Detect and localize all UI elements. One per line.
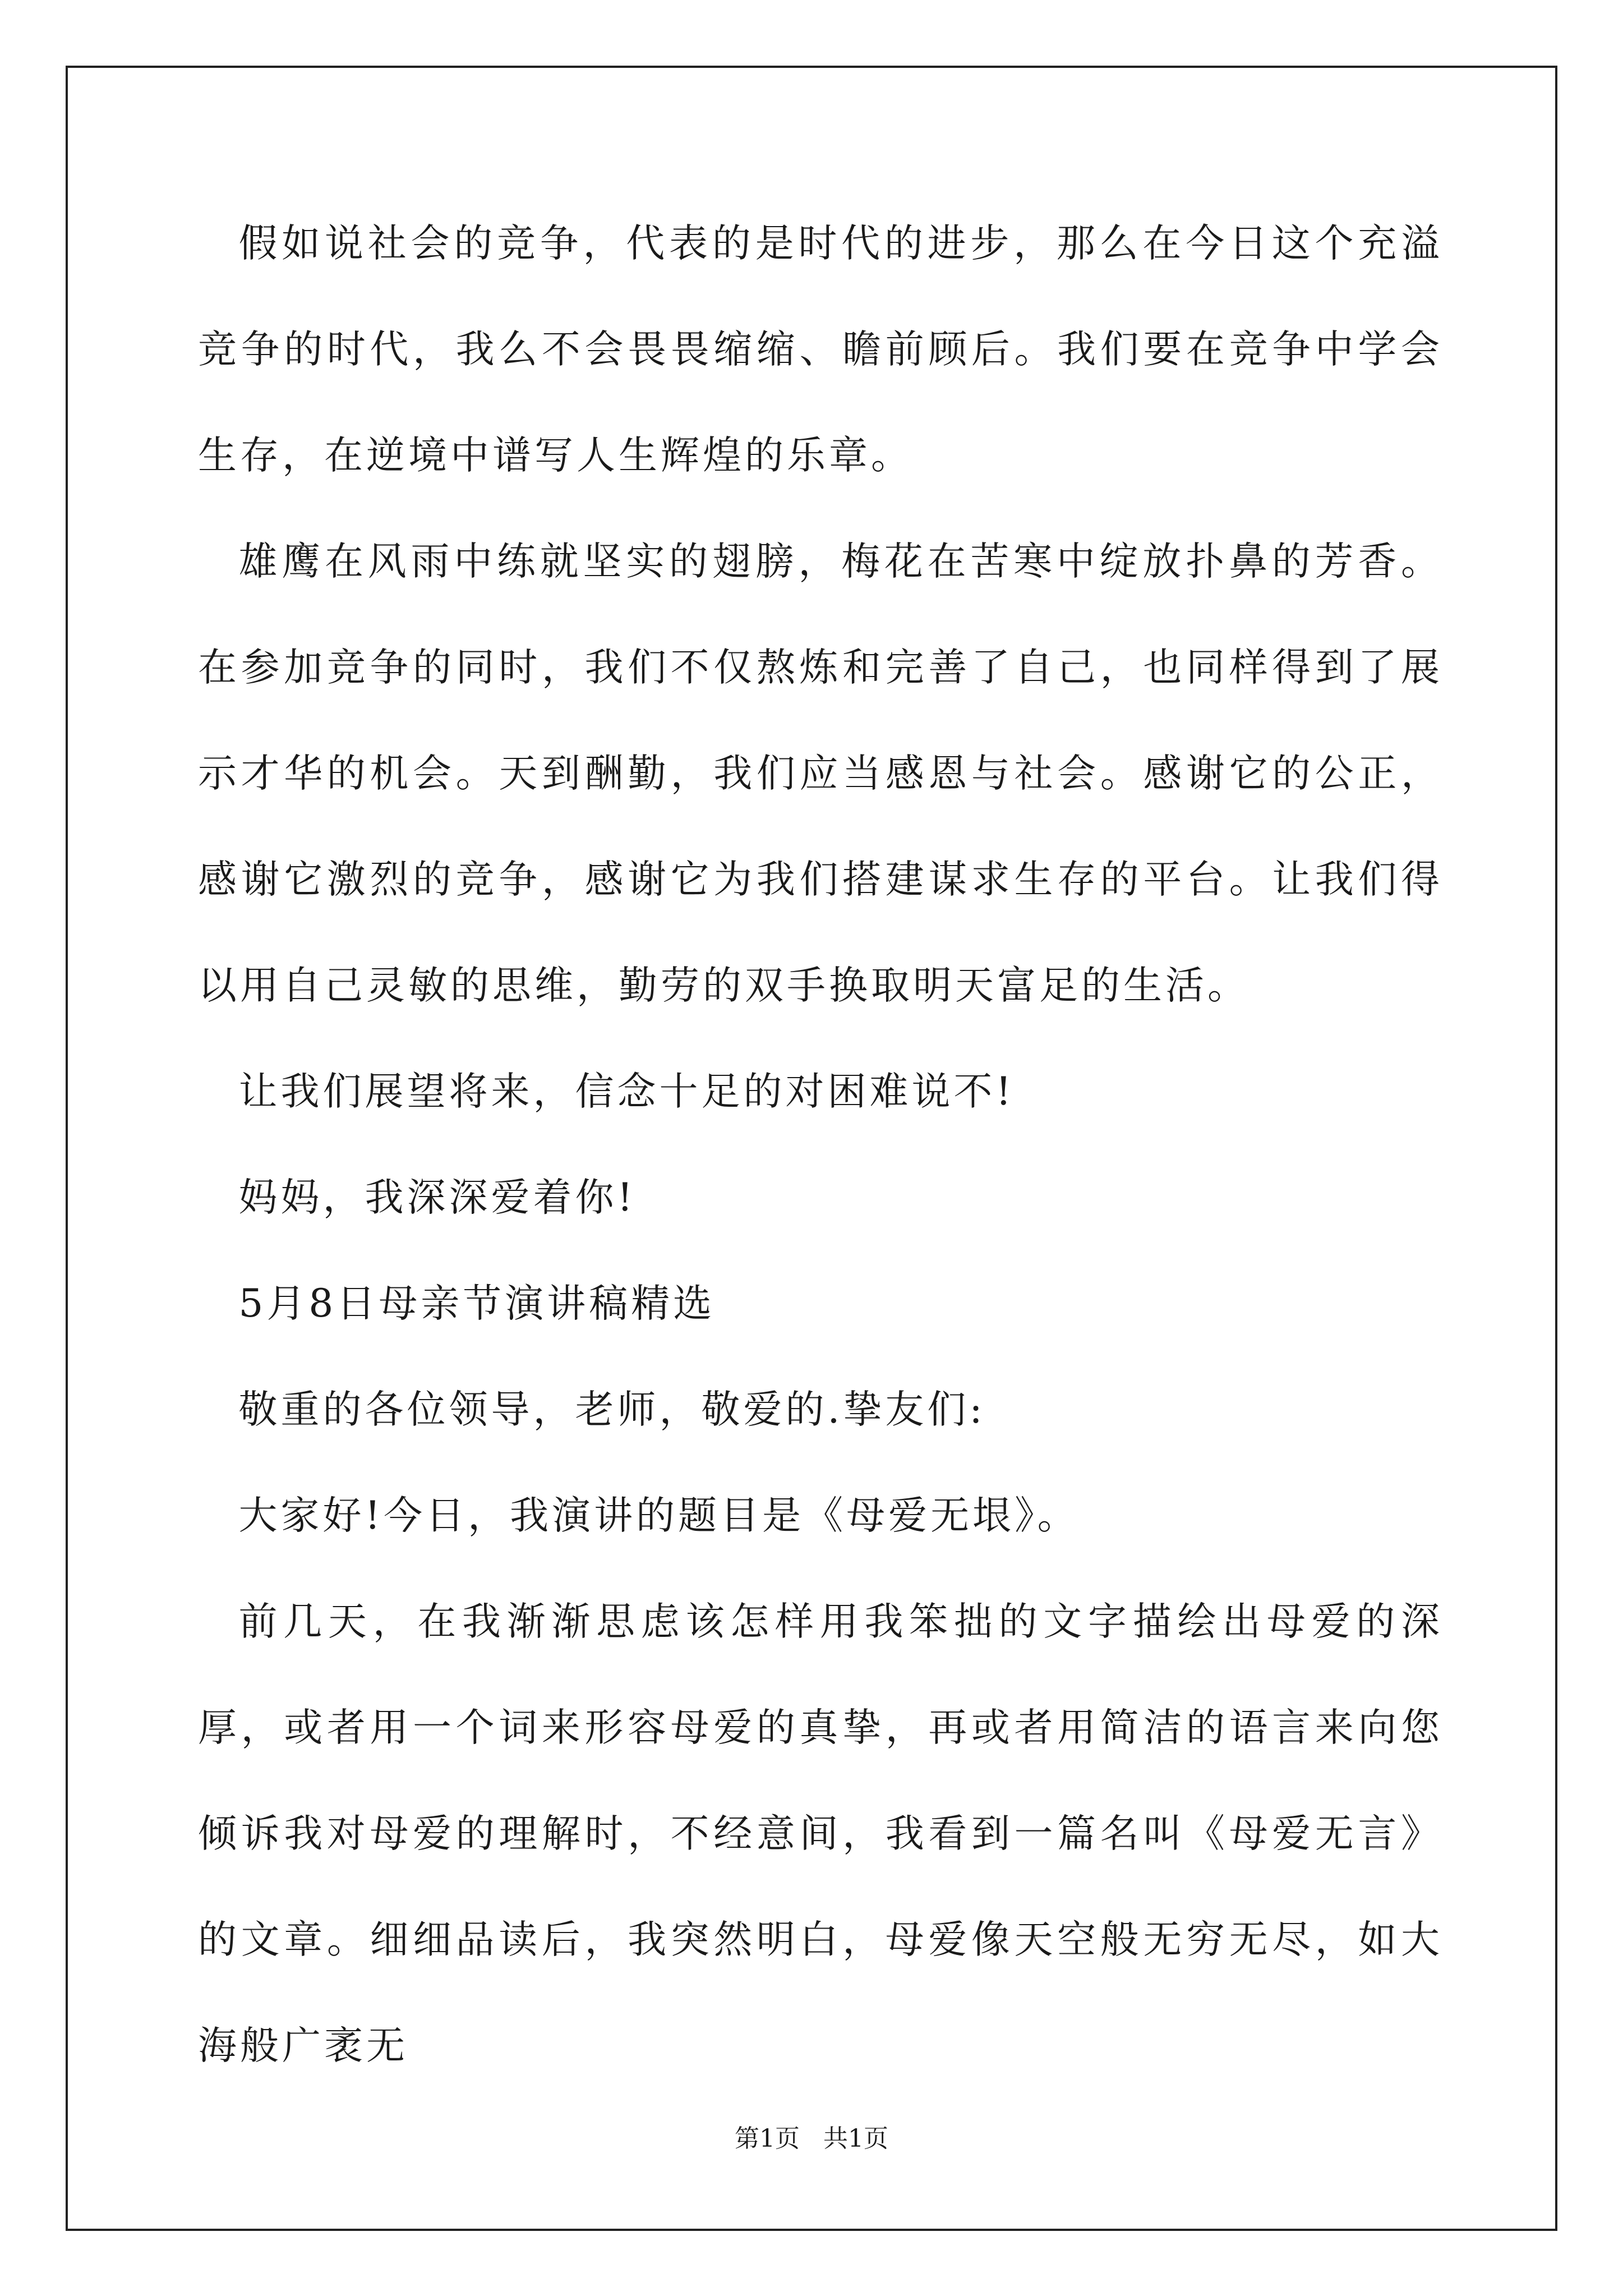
paragraph-3: 让我们展望将来，信念十足的对困难说不! bbox=[238, 1069, 1015, 1114]
paragraph-2: 雄鹰在风雨中练就坚实的翅膀，梅花在苦寒中绽放扑鼻的芳香。在参加竞争的同时，我们不仅熬炼和完善了自己，也同样得到了展示才华的机会。天到酬勤，我们应当感恩与社会。感谢它的公正，感谢它激烈的竞争，感谢它为我们搭建谋求生存的平台。让我们得以用自己灵敏的思维，勤劳的双手换取明天富足的生活。 bbox=[198, 539, 1443, 1008]
salutation: 敬重的各位领导，老师，敬爱的.挚友们: bbox=[238, 1387, 986, 1432]
paragraph-4: 妈妈，我深深爱着你! bbox=[238, 1175, 637, 1220]
greeting: 大家好!今日，我演讲的题目是《母爱无垠》。 bbox=[238, 1493, 1080, 1538]
page-footer: 第1页 共1页 bbox=[735, 2124, 888, 2153]
paragraph-8: 前几天，在我渐渐思虑该怎样用我笨拙的文字描绘出母爱的深厚，或者用一个词来形容母爱的真挚，再或者用简洁的语言来向您倾诉我对母爱的理解时，不经意间，我看到一篇名叫《母爱无言》的文章。细细品读后，我突然明白，母爱像天空般无穷无尽，如大海般广袤无 bbox=[198, 1599, 1443, 2068]
paragraph-1: 假如说社会的竞争，代表的是时代的进步，那么在今日这个充溢竞争的时代，我么不会畏畏缩缩、瞻前顾后。我们要在竞争中学会生存，在逆境中谱写人生辉煌的乐章。 bbox=[198, 221, 1443, 478]
document-body bbox=[198, 191, 1443, 2099]
section-title: 5月8日母亲节演讲稿精选 bbox=[238, 1281, 716, 1326]
